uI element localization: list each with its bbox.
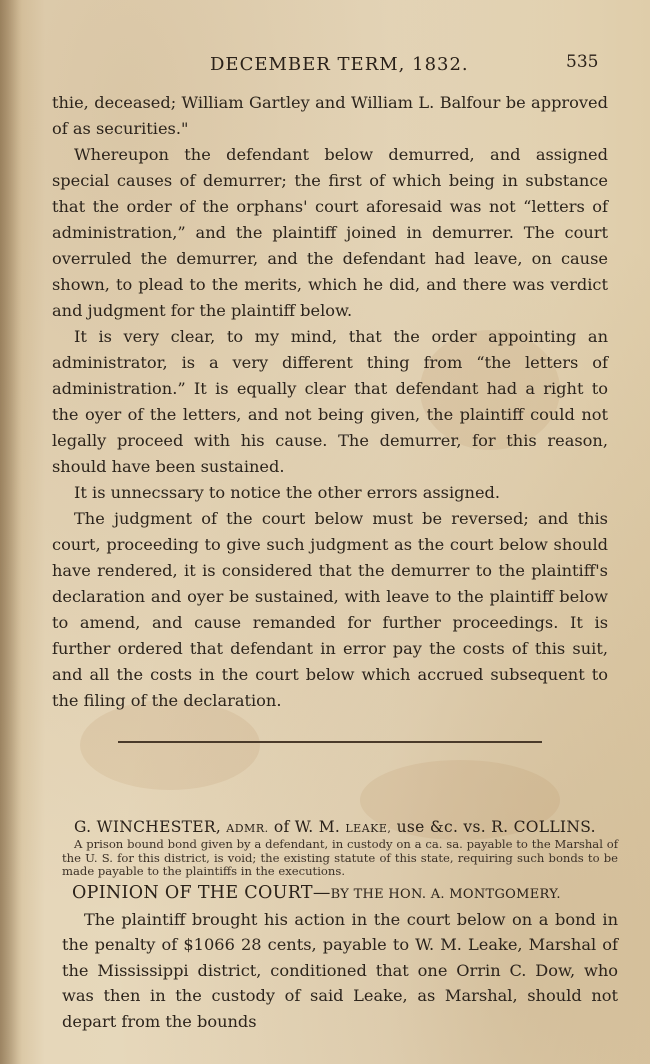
case-title-name: LEAKE, [345, 822, 392, 835]
opinion-heading-part: OPINION OF THE COURT— [72, 882, 331, 903]
case-title [74, 818, 618, 836]
paragraph: Whereupon the defendant below demurred, and assigned special causes of demurrer; the first of which being in substance that the order of the orphans' court aforesaid was not “letters of administration,” and the plaintiff joined in demurrer. The court overruled the demurrer, and the defendant had leave, on cause shown, to plead to the merits, which he did, and there was verdict and judgment for the plaintiff below. [52, 145, 608, 320]
case-section [62, 818, 618, 1034]
case-title-part: use &c. vs. R. COLLINS. [396, 818, 596, 836]
opinion-heading [72, 883, 618, 903]
paragraph: It is very clear, to my mind, that the order appointing an administrator, is a very different thing from “the letters of administration.” It is equally clear that defendant had a right to the oyer of the letters, and not being given, the plaintiff could not legally proceed with his cause. The demurrer, for this reason, should have been sustained. [52, 327, 608, 476]
case-title-abbrev: ADMR. [226, 822, 269, 835]
page-header [0, 52, 650, 82]
paragraph: It is unnecssary to notice the other errors assigned. [74, 483, 501, 502]
paragraph: The judgment of the court below must be reversed; and this court, proceeding to give such judgment as the court below should have rendered, it is considered that the demurrer to the plaintiff's declaration and oyer be sustained, with leave to the plaintiff below to amend, and cause remanded for further proceedings. It is further ordered that defendant in error pay the costs of this suit, and all the costs in the court below which accrued subsequent to the filing of the declaration. [52, 509, 608, 710]
page-gutter-shadow [0, 0, 22, 1064]
case-title-part: of W. M. [273, 818, 341, 836]
opinion-text: The plaintiff brought his action in the court below on a bond in the penalty of $1066 28 cents, payable to W. M. Leake, Marshal of the Mississippi district, conditioned that one Orrin C. Dow, who was then in the custody of said Leake, as Marshal, should not depart from the bounds [62, 909, 618, 1031]
running-head: DECEMBER TERM, 1832. [210, 54, 469, 75]
case-title-part: G. WINCHESTER, [74, 818, 222, 836]
opinion-heading-judge: BY THE HON. A. MONTGOMERY. [330, 886, 561, 902]
section-divider [118, 741, 542, 743]
page-number: 535 [566, 52, 599, 72]
paragraph: thie, deceased; William Gartley and William L. Balfour be approved of as securities." [52, 93, 608, 138]
case-headnote: A prison bound bond given by a defendant, in custody on a ca. sa. payable to the Marshal of the U. S. for this district, is void; the existing statute of this state, requiring such bonds to be made payable to the plaintiffs in the executions. [62, 837, 618, 878]
body-text [52, 90, 608, 714]
